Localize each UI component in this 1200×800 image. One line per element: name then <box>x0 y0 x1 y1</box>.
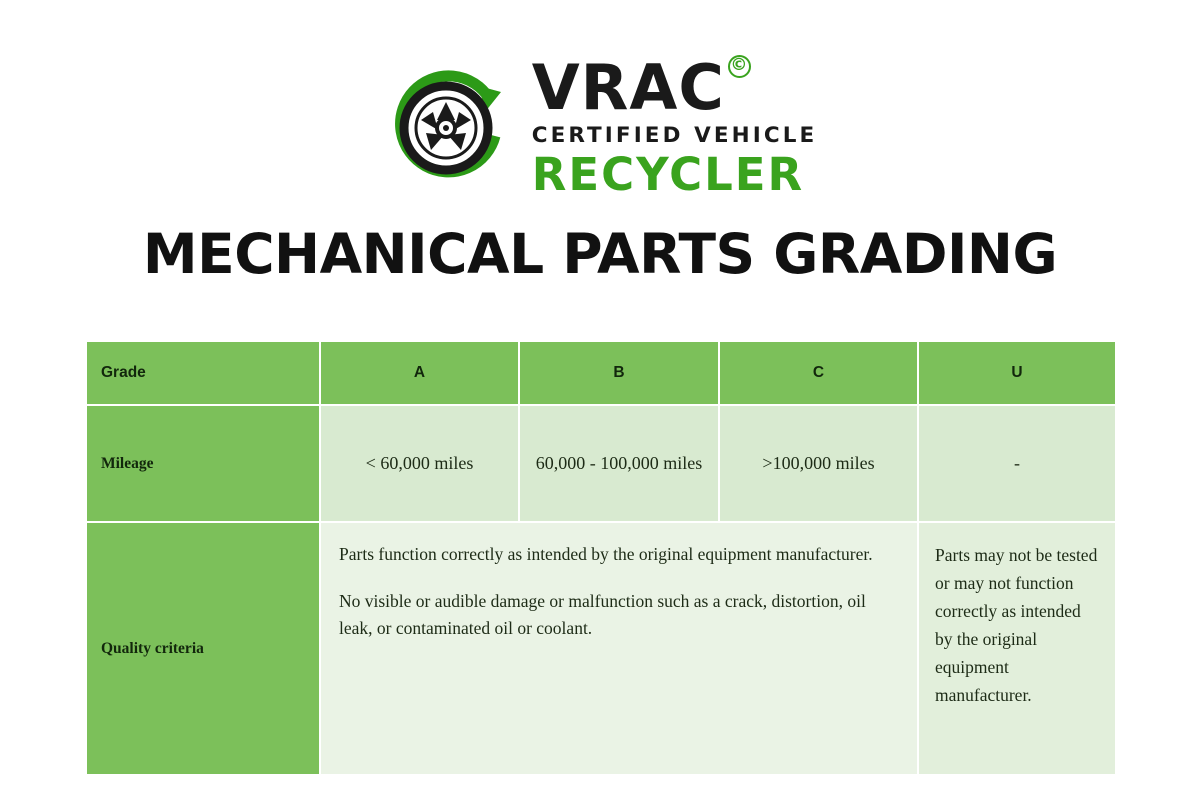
table-row-quality-criteria <box>86 522 1116 775</box>
header-grade-u: U <box>918 341 1116 405</box>
quality-criteria-paragraph-1: Parts function correctly as intended by the original equipment manufacturer. <box>339 544 873 564</box>
row-label-mileage: Mileage <box>86 405 320 522</box>
copyright-icon: © <box>728 55 751 78</box>
mileage-grade-a: < 60,000 miles <box>320 405 519 522</box>
mileage-grade-u: - <box>918 405 1116 522</box>
header-grade-a: A <box>320 341 519 405</box>
mileage-grade-b: 60,000 - 100,000 miles <box>519 405 719 522</box>
header-grade-label: Grade <box>86 341 320 405</box>
mileage-grade-c: >100,000 miles <box>719 405 918 522</box>
grading-table <box>85 340 1117 776</box>
row-label-quality-criteria: Quality criteria <box>86 522 320 775</box>
quality-criteria-abc <box>320 522 918 775</box>
logo-wordmark: RECYCLER <box>531 148 805 202</box>
header-grade-c: C <box>719 341 918 405</box>
logo-brand <box>531 50 749 124</box>
logo-subtitle: CERTIFIED VEHICLE <box>531 122 818 148</box>
quality-criteria-paragraph-2: No visible or audible damage or malfunction such as a crack, distortion, oil leak, or contaminated oil or coolant. <box>339 591 866 639</box>
vrac-logo <box>0 50 1200 200</box>
quality-criteria-u: Parts may not be tested or may not function correctly as intended by the original equipment manufacturer. <box>918 522 1116 775</box>
logo-inner <box>383 50 818 202</box>
header-grade-b: B <box>519 341 719 405</box>
page-title: MECHANICAL PARTS GRADING <box>142 222 1058 286</box>
table-row-mileage <box>86 405 1116 522</box>
logo-brand-text: VRAC <box>531 50 725 124</box>
logo-text <box>531 50 818 202</box>
recycle-wheel-icon <box>383 58 518 193</box>
table-header-row <box>86 341 1116 405</box>
